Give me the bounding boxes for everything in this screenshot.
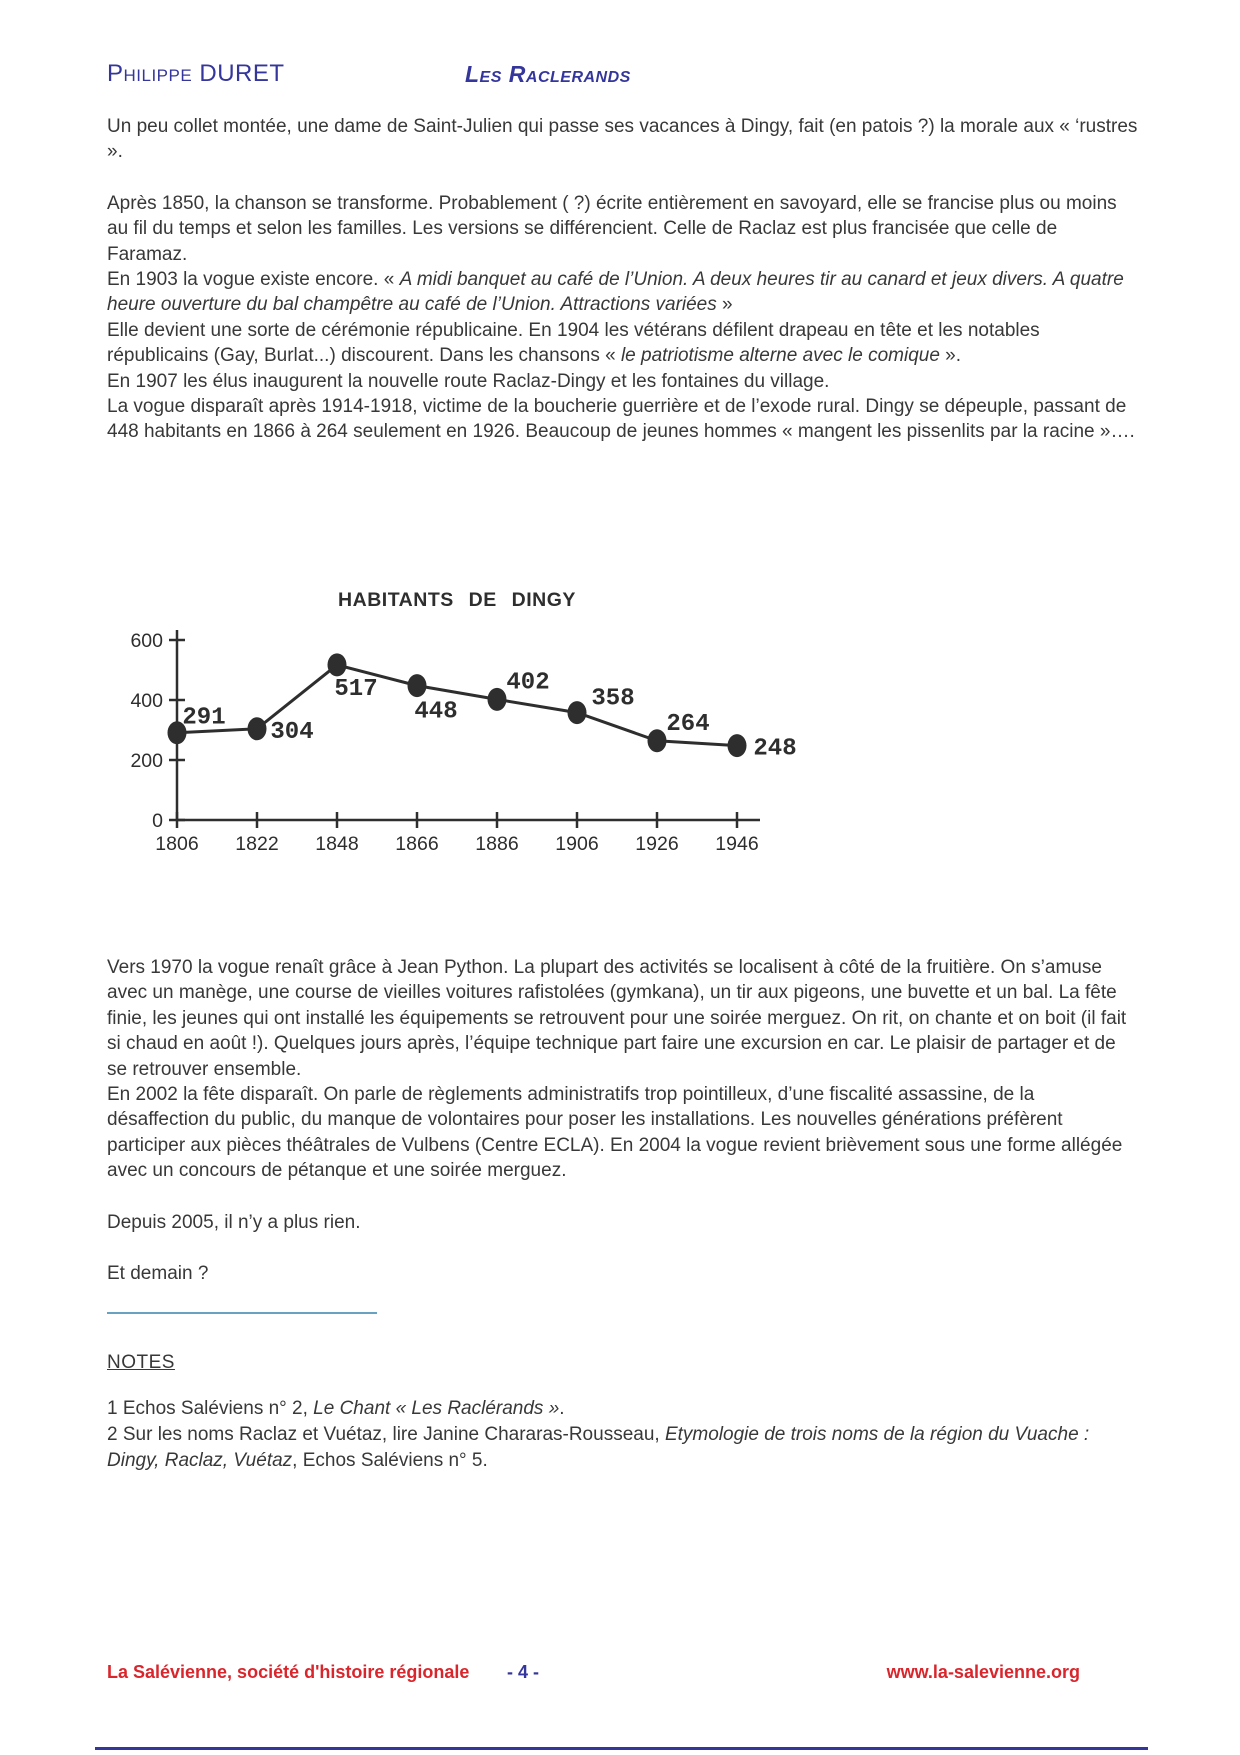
paragraph xyxy=(107,394,1139,445)
x-tick-label: 1926 xyxy=(635,833,679,855)
data-point-label: 517 xyxy=(334,675,378,703)
body-section-2 xyxy=(107,955,1139,1286)
x-tick-label: 1886 xyxy=(475,833,519,855)
data-point xyxy=(568,701,587,724)
data-point xyxy=(248,717,267,740)
data-point-label: 448 xyxy=(414,698,458,726)
x-tick-label: 1848 xyxy=(315,833,359,855)
x-tick-label: 1822 xyxy=(235,833,279,855)
text-run: Après 1850, la chanson se transforme. Probablement ( ?) écrite entièrement en savoyard, elle se francise plus ou moins au fil du temps et selon les familles. Les versions se différencient. Celle de Raclaz est plus francisée que celle de Faramaz. xyxy=(107,192,1117,265)
paragraph xyxy=(107,191,1139,267)
notes-list xyxy=(107,1396,1139,1474)
data-point-label: 291 xyxy=(182,704,226,732)
page-footer xyxy=(107,1662,1080,1688)
y-tick-label: 400 xyxy=(130,690,163,712)
paragraph xyxy=(107,318,1139,369)
notes-section xyxy=(107,1350,1139,1474)
italic-run: le patriotisme alterne avec le comique xyxy=(620,345,940,367)
text-run: En 1907 les élus inaugurent la nouvelle route Raclaz-Dingy et les fontaines du village. xyxy=(107,370,830,392)
notes-heading: NOTES xyxy=(107,1352,175,1373)
text-run: La vogue disparaît après 1914-1918, victime de la boucherie guerrière et de l’exode rural. Dingy se dépeuple, passant de 448 habitants en 1866 à 264 seulement en 1926. Beaucoup de jeunes hommes « mangent les pissenlits par la racine »…. xyxy=(107,396,1135,443)
paragraph xyxy=(107,955,1139,1082)
text-run: Un peu collet montée, une dame de Saint-Julien qui passe ses vacances à Dingy, fait (en patois ?) la morale aux « ‘rustres ». xyxy=(107,116,1138,163)
footer-society: La Salévienne, société d'histoire régionale xyxy=(107,1662,470,1682)
text-run: Et demain ? xyxy=(107,1263,209,1285)
data-point xyxy=(728,734,747,757)
footer-website-link[interactable]: www.la-salevienne.org xyxy=(886,1662,1080,1682)
x-tick-label: 1866 xyxy=(395,833,439,855)
text-run: Depuis 2005, il n’y a plus rien. xyxy=(107,1211,361,1233)
paragraph xyxy=(107,1422,1139,1474)
italic-run: Etymologie de trois noms de la région du Vuache : Dingy, Raclaz, Vuétaz xyxy=(107,1424,1090,1471)
footnote-divider xyxy=(107,1312,377,1314)
x-tick-label: 1906 xyxy=(555,833,599,855)
data-point-label: 248 xyxy=(753,735,797,763)
text-run: Elle devient une sorte de cérémonie républicaine. En 1904 les vétérans défilent drapeau en tête et les notables républicains (Gay, Burlat...) discourent. Dans les chansons « xyxy=(107,319,1040,367)
chart-title: HABITANTS DE DINGY xyxy=(338,589,576,611)
data-point-label: 304 xyxy=(270,718,314,746)
data-point-label: 264 xyxy=(666,710,710,738)
paragraph xyxy=(107,1082,1139,1184)
paragraph xyxy=(107,1210,1139,1235)
text-run: En 2002 la fête disparaît. On parle de règlements administratifs trop pointilleux, d’une fiscalité assassine, de la désaffection du public, du manque de volontaires pour poser les installations. Les nouvelles générations préfèrent participer aux pièces théâtrales de Vulbens (Centre ECLA). En 2004 la vogue revient brièvement sous une forme allégée avec un concours de pétanque et une soirée merguez. xyxy=(107,1084,1123,1182)
y-tick-label: 600 xyxy=(130,630,163,652)
paragraph xyxy=(107,369,1139,394)
text-run: 1 Echos Saléviens n° 2, xyxy=(107,1398,314,1419)
italic-run: A midi banquet au café de l’Union. A deux heures tir au canard et jeux divers. A quatre heure ouverture du bal champêtre au café de l’Union. Attractions variées xyxy=(107,269,1124,316)
text-run: ». xyxy=(939,345,962,367)
work-title: Les Raclerands xyxy=(465,61,631,87)
page-header xyxy=(107,60,1140,94)
data-point xyxy=(408,674,427,697)
y-tick-label: 0 xyxy=(152,810,163,832)
paragraph xyxy=(107,1396,1139,1422)
data-point xyxy=(648,729,667,752)
data-point-label: 358 xyxy=(591,685,635,713)
data-point-label: 402 xyxy=(506,669,550,697)
text-run: , Echos Saléviens n° 5. xyxy=(292,1450,488,1471)
data-point xyxy=(328,653,347,676)
body-section-1 xyxy=(107,114,1139,445)
text-run: » xyxy=(716,294,733,316)
population-chart xyxy=(80,570,820,880)
x-tick-label: 1946 xyxy=(715,833,759,855)
data-point xyxy=(488,688,507,711)
text-run: . xyxy=(559,1398,565,1419)
text-run: 2 Sur les noms Raclaz et Vuétaz, lire Janine Chararas-Rousseau, xyxy=(107,1424,665,1445)
text-run: En 1903 la vogue existe encore. « xyxy=(107,269,400,291)
footer-page-number: - 4 - xyxy=(507,1662,540,1682)
paragraph xyxy=(107,114,1139,165)
chart-canvas xyxy=(80,570,820,880)
paragraph xyxy=(107,267,1139,318)
x-tick-label: 1806 xyxy=(155,833,199,855)
author-name: Philippe DURET xyxy=(107,60,285,87)
y-tick-label: 200 xyxy=(130,750,163,772)
text-run: Vers 1970 la vogue renaît grâce à Jean Python. La plupart des activités se localisent à côté de la fruitière. On s’amuse avec un manège, une course de vieilles voitures rafistolées (gymkana), un tir aux pigeons, une buvette et un bal. La fête finie, les jeunes qui ont installé les équipements se retrouvent pour une soirée merguez. On rit, on chante et on boit (il fait si chaud en août !). Quelques jours après, l’équipe technique part faire une excursion en car. Le plaisir de partager et de se retrouver ensemble. xyxy=(107,957,1127,1080)
bottom-border-line xyxy=(95,1747,1148,1750)
italic-run: Le Chant « Les Raclérands » xyxy=(313,1398,560,1419)
paragraph xyxy=(107,1261,1139,1286)
